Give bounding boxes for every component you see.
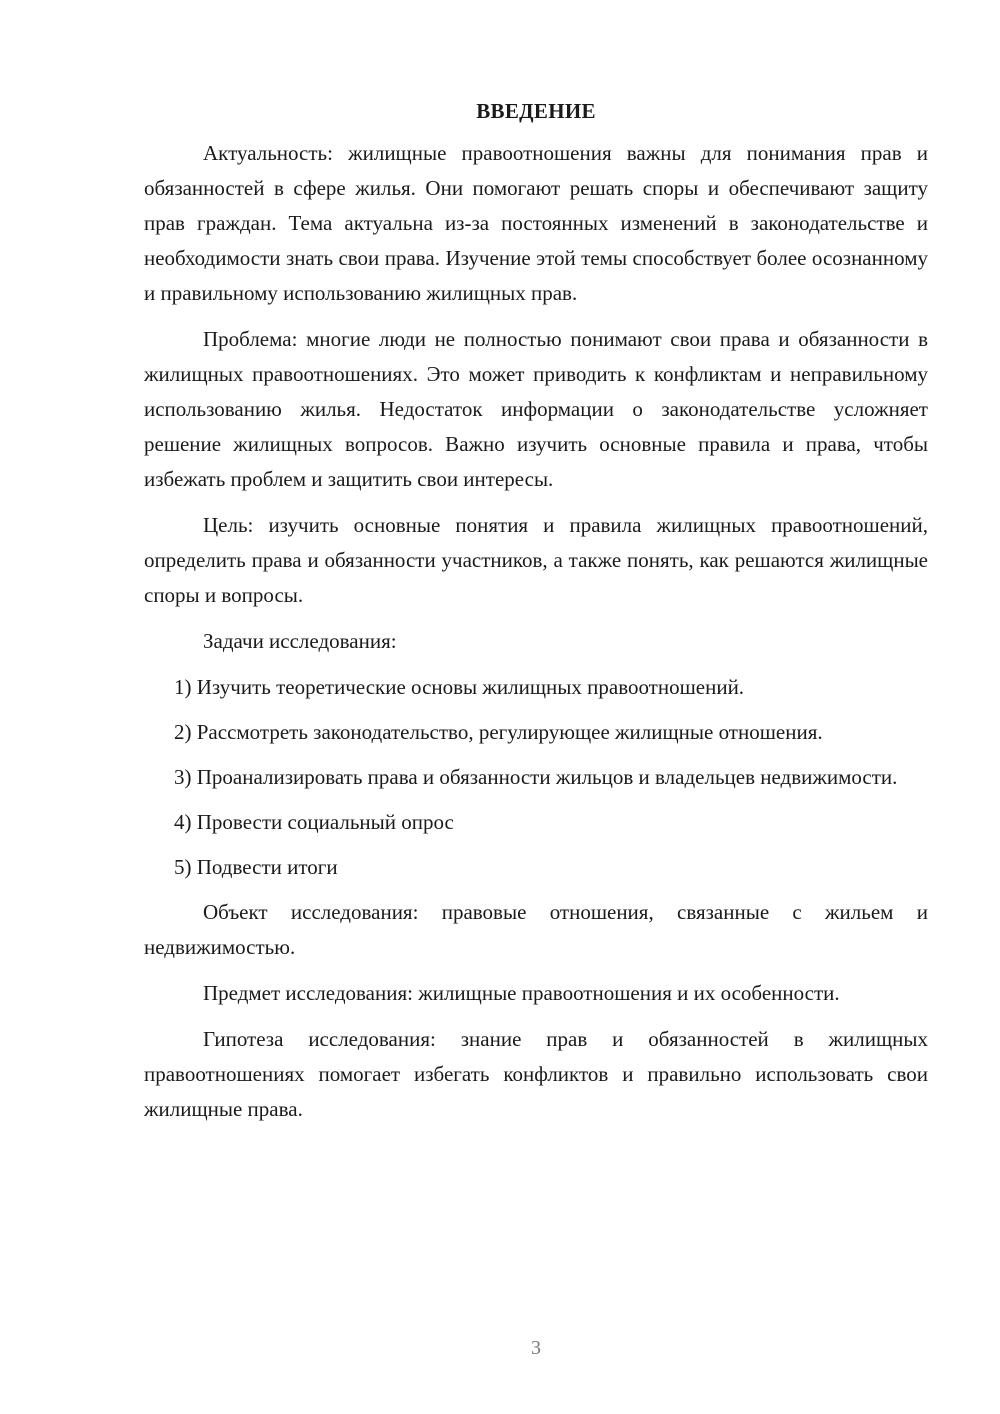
task-item-1: 1) Изучить теоретические основы жилищных правоотношений. — [174, 675, 745, 699]
paragraph-goal: Цель: изучить основные понятия и правила жилищных правоотношений, определить права и обязанности участников, а также понять, как решаются жилищные споры и вопросы. — [144, 513, 928, 607]
tasks-title: Задачи исследования: — [203, 629, 397, 653]
task-item-5: 5) Подвести итоги — [174, 855, 338, 879]
task-item-2: 2) Рассмотреть законодательство, регулирующее жилищные отношения. — [174, 720, 823, 744]
paragraph-subject: Предмет исследования: жилищные правоотношения и их особенности. — [203, 981, 840, 1005]
page-content — [144, 95, 928, 1127]
section-heading: ВВЕДЕНИЕ — [476, 99, 596, 123]
paragraph-relevance: Актуальность: жилищные правоотношения важны для понимания прав и обязанностей в сфере жилья. Они помогают решать споры и обеспечивают защиту прав граждан. Тема актуальна из-за постоянных изменений в законодательстве и необходимости знать свои права. Изучение этой темы способствует более осознанному и правильному использованию жилищных прав. — [144, 141, 928, 305]
page-number: 3 — [531, 1337, 541, 1359]
task-item-4: 4) Провести социальный опрос — [174, 810, 454, 834]
paragraph-problem: Проблема: многие люди не полностью понимают свои права и обязанности в жилищных правоотношениях. Это может приводить к конфликтам и неправильному использованию жилья. Недостаток информации о законодательстве усложняет решение жилищных вопросов. Важно изучить основные правила и права, чтобы избежать проблем и защитить свои интересы. — [144, 327, 928, 491]
paragraph-hypothesis: Гипотеза исследования: знание прав и обязанностей в жилищных правоотношениях помогает избегать конфликтов и правильно использовать свои жилищные права. — [144, 1027, 928, 1121]
task-item-3: 3) Проанализировать права и обязанности жильцов и владельцев недвижимости. — [174, 765, 898, 789]
paragraph-object: Объект исследования: правовые отношения, связанные с жильем и недвижимостью. — [144, 900, 928, 959]
